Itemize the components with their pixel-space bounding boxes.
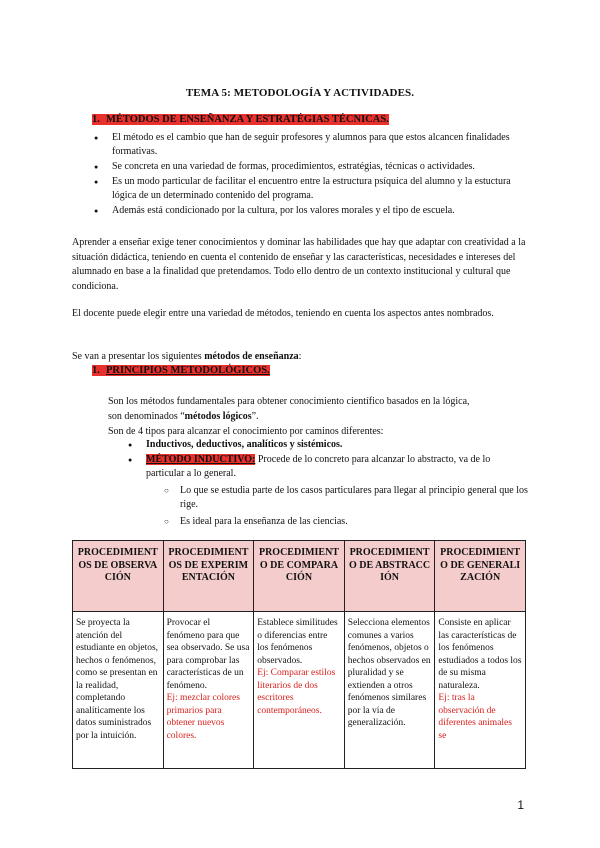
list-item bbox=[126, 453, 528, 481]
cell-example: Ej: mezclar colores primarios para obtener nuevos colores. bbox=[166, 693, 240, 741]
inductive-method-text: Procede de lo concreto para alcanzar lo abstracto, va de lo particular a lo general. bbox=[146, 454, 491, 479]
page-number: 1 bbox=[517, 798, 524, 812]
logic-line-1: Son los métodos fundamentales para obtener conocimiento científico basados en la lógica, bbox=[108, 396, 470, 407]
cell-text: Consiste en aplicar las características de los fenómenos estudiados a todos los de su misma naturaleza. bbox=[438, 618, 522, 691]
logic-line-2 bbox=[108, 410, 259, 424]
table-cell bbox=[163, 612, 254, 769]
section-number: 1. bbox=[92, 365, 100, 376]
list-item: ● El método es el cambio que han de seguir profesores y alumnos para que estos alcancen finalidades formativas. bbox=[92, 131, 528, 159]
table-cell bbox=[73, 612, 164, 769]
method-types: Inductivos, deductivos, analíticos y sistémicos. bbox=[146, 439, 343, 450]
table-header-cell: PROCEDIMIENTO DE ABSTRACCIÓN bbox=[344, 541, 435, 612]
cell-text: Selecciona elementos comunes a varios fenómenos, objetos o hechos observados en pluralidad y se extienden a otros fenómenos similares por la vía de generalización. bbox=[347, 618, 431, 728]
table-cell bbox=[344, 612, 435, 769]
methods-intro bbox=[72, 350, 301, 364]
table-row bbox=[73, 612, 526, 769]
logic-line-2-end: ”. bbox=[251, 411, 259, 422]
section-heading-1 bbox=[92, 114, 389, 125]
table-header-row bbox=[73, 541, 526, 612]
table-header-cell: PROCEDIMIENTOS DE OBSERVACIÓN bbox=[73, 541, 164, 612]
section-title: MÉTODOS DE ENSEÑANZA Y ESTRATÉGIAS TÉCNICAS. bbox=[106, 114, 389, 125]
cell-example: Ej: tras la observación de diferentes animales se bbox=[438, 693, 512, 741]
list-item: ● Además está condicionado por la cultura, por los valores morales y el tipo de escuela. bbox=[92, 204, 528, 218]
table-header-cell: PROCEDIMIENTO DE COMPARACIÓN bbox=[254, 541, 345, 612]
list-item: ○ Lo que se estudia parte de los casos particulares para llegar al principio general que los rige. bbox=[164, 484, 528, 512]
logic-line-3: Son de 4 tipos para alcanzar el conocimiento por caminos diferentes: bbox=[108, 426, 384, 437]
section-heading-2 bbox=[92, 365, 270, 376]
list-item: ○ Es ideal para la enseñanza de las ciencias. bbox=[164, 515, 528, 529]
cell-text: Se proyecta la atención del estudiante en objetos, hechos o fenómenos, como se presentan en la realidad, completando analíticamente los datos suministrados por la intuición. bbox=[76, 618, 159, 741]
table-cell bbox=[435, 612, 526, 769]
paragraph-intro: Aprender a enseñar exige tener conocimientos y dominar las habilidades que hay que adaptar con creatividad a la situación didáctica, teniendo en cuenta el contenido de enseñar y las características, necesidades e intereses del alumnado en base a la finalidad que pretendamos. Todo ello dentro de un contexto institucional y cultural que condiciona. bbox=[72, 237, 526, 292]
procedures-table bbox=[72, 540, 526, 769]
list-item bbox=[126, 438, 528, 452]
cell-example: Ej: Comparar estilos literarios de dos escritores contemporáneos. bbox=[257, 668, 336, 716]
table-header-cell: PROCEDIMIENTO DE GENERALIZACIÓN bbox=[435, 541, 526, 612]
logic-bold: métodos lógicos bbox=[184, 411, 252, 422]
table-cell bbox=[254, 612, 345, 769]
cell-text: Establece similitudes o diferencias entre los fenómenos observados. bbox=[257, 618, 338, 666]
section1-bullets bbox=[92, 131, 528, 219]
methods-intro-text: Se van a presentar los siguientes bbox=[72, 351, 205, 362]
methods-intro-bold: métodos de enseñanza bbox=[204, 351, 299, 362]
paragraph-docente: El docente puede elegir entre una variedad de métodos, teniendo en cuenta los aspectos antes nombrados. bbox=[72, 308, 494, 319]
section-number: 1. bbox=[92, 114, 100, 125]
list-item: ● Se concreta en una variedad de formas, procedimientos, estratégias, técnicas o actividades. bbox=[92, 160, 528, 174]
cell-text: Provocar el fenómeno para que sea observado. Se usa para comprobar las características de un fenómeno. bbox=[166, 618, 250, 691]
inductive-sublist bbox=[164, 484, 528, 532]
section-title: PRINCIPIOS METODOLÓGICOS. bbox=[106, 365, 270, 376]
table-header-cell: PROCEDIMIENTOS DE EXPERIMENTACIÓN bbox=[163, 541, 254, 612]
methods-intro-end: : bbox=[298, 351, 302, 362]
list-item: ● Es un modo particular de facilitar el encuentro entre la estructura psíquica del alumno y la estuctura lógica de un determinado contenido del programa. bbox=[92, 175, 528, 203]
inductive-method-label: MÉTODO INDUCTIVO: bbox=[146, 454, 256, 465]
page-title: TEMA 5: METODOLOGÍA Y ACTIVIDADES. bbox=[185, 87, 415, 99]
method-types-list bbox=[126, 438, 528, 482]
logic-line-2-text: son denominados “ bbox=[108, 411, 185, 422]
